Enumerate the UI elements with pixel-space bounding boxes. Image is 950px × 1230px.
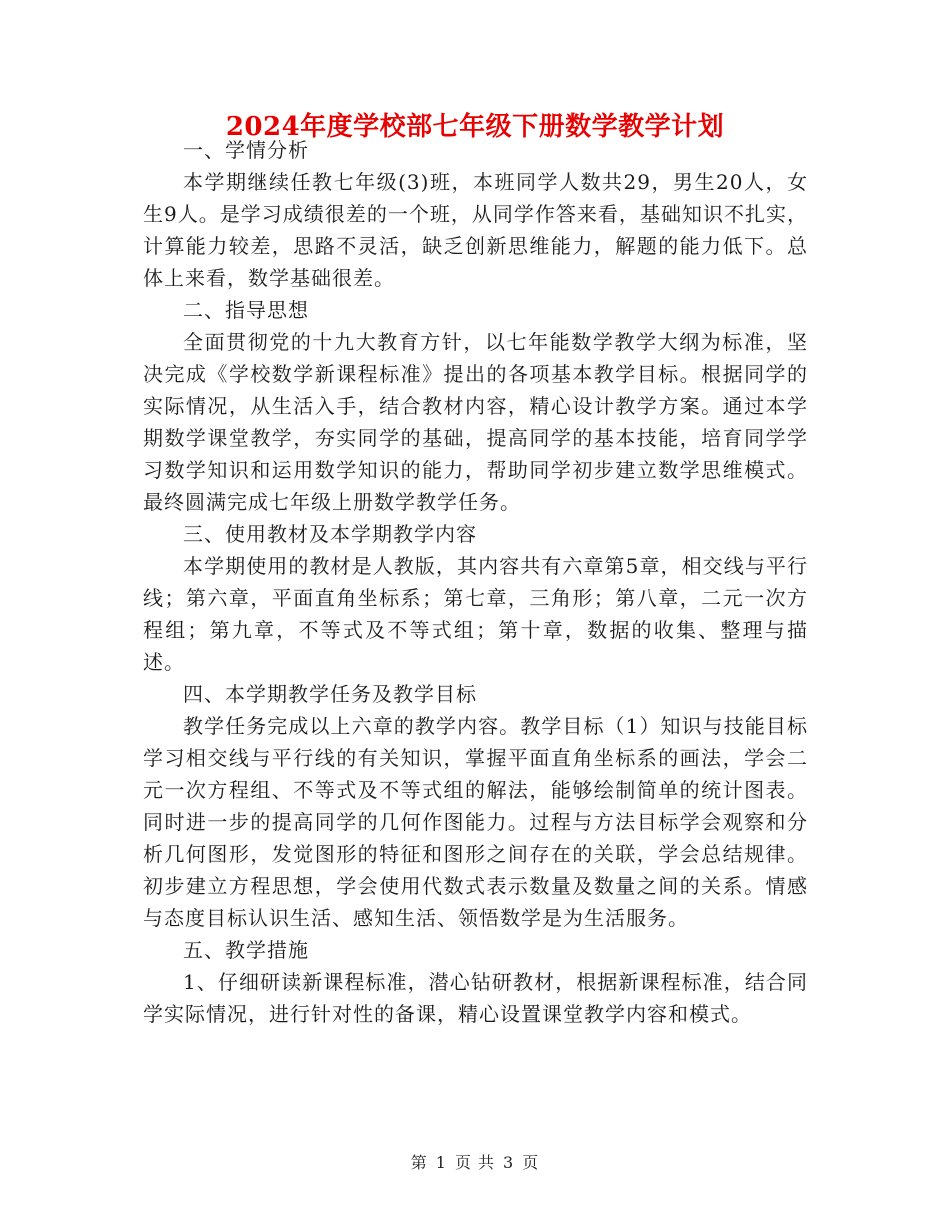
section-heading-1: 一、学情分析: [183, 138, 309, 162]
section-heading-4: 四、本学期教学任务及教学目标: [183, 682, 477, 706]
paragraph-3: 本学期使用的教材是人教版，其内容共有六章第5章，相交线与平行线；第六章，平面直角坐标系；第七章，三角形；第八章，二元一次方程组；第九章，不等式及不等式组；第十章，数据的收集、整理与描述。: [143, 554, 808, 674]
paragraph-4: 教学任务完成以上六章的教学内容。教学目标（1）知识与技能目标学习相交线与平行线的有关知识，掌握平面直角坐标系的画法，学会二元一次方程组、不等式及不等式组的解法，能够绘制简单的统计图表。同时进一步的提高同学的几何作图能力。过程与方法目标学会观察和分析几何图形，发觉图形的特征和图形之间存在的关联，学会总结规律。初步建立方程思想，学会使用代数式表示数量及数量之间的关系。情感与态度目标认识生活、感知生活、领悟数学是为生活服务。: [143, 714, 808, 930]
page-footer: [0, 1153, 950, 1173]
footer-suffix: 页: [522, 1153, 540, 1172]
footer-middle: 页 共: [454, 1153, 496, 1172]
document-title: 2024年度学校部七年级下册数学教学计划: [225, 112, 725, 142]
section-heading-2: 二、指导思想: [183, 298, 309, 322]
section-heading-3: 三、使用教材及本学期教学内容: [183, 522, 477, 546]
footer-page-number: 1: [435, 1153, 447, 1172]
footer-total-pages: 3: [503, 1153, 515, 1172]
paragraph-2: 全面贯彻党的十九大教育方针，以七年能数学教学大纲为标准，坚决完成《学校数学新课程标准》提出的各项基本教学目标。根据同学的实际情况，从生活入手，结合教材内容，精心设计教学方案。通过本学期数学课堂教学，夯实同学的基础，提高同学的基本技能，培育同学学习数学知识和运用数学知识的能力，帮助同学初步建立数学思维模式。最终圆满完成七年级上册数学教学任务。: [143, 330, 808, 514]
document-body: [143, 134, 808, 1030]
footer-prefix: 第: [410, 1153, 428, 1172]
paragraph-5: 1、仔细研读新课程标准，潜心钻研教材，根据新课程标准，结合同学实际情况，进行针对性的备课，精心设置课堂教学内容和模式。: [143, 970, 808, 1026]
section-heading-5: 五、教学措施: [183, 938, 309, 962]
paragraph-1: 本学期继续任教七年级(3)班，本班同学人数共29，男生20人，女生9人。是学习成绩很差的一个班，从同学作答来看，基础知识不扎实，计算能力较差，思路不灵活，缺乏创新思维能力，解题的能力低下。总体上来看，数学基础很差。: [143, 170, 808, 290]
